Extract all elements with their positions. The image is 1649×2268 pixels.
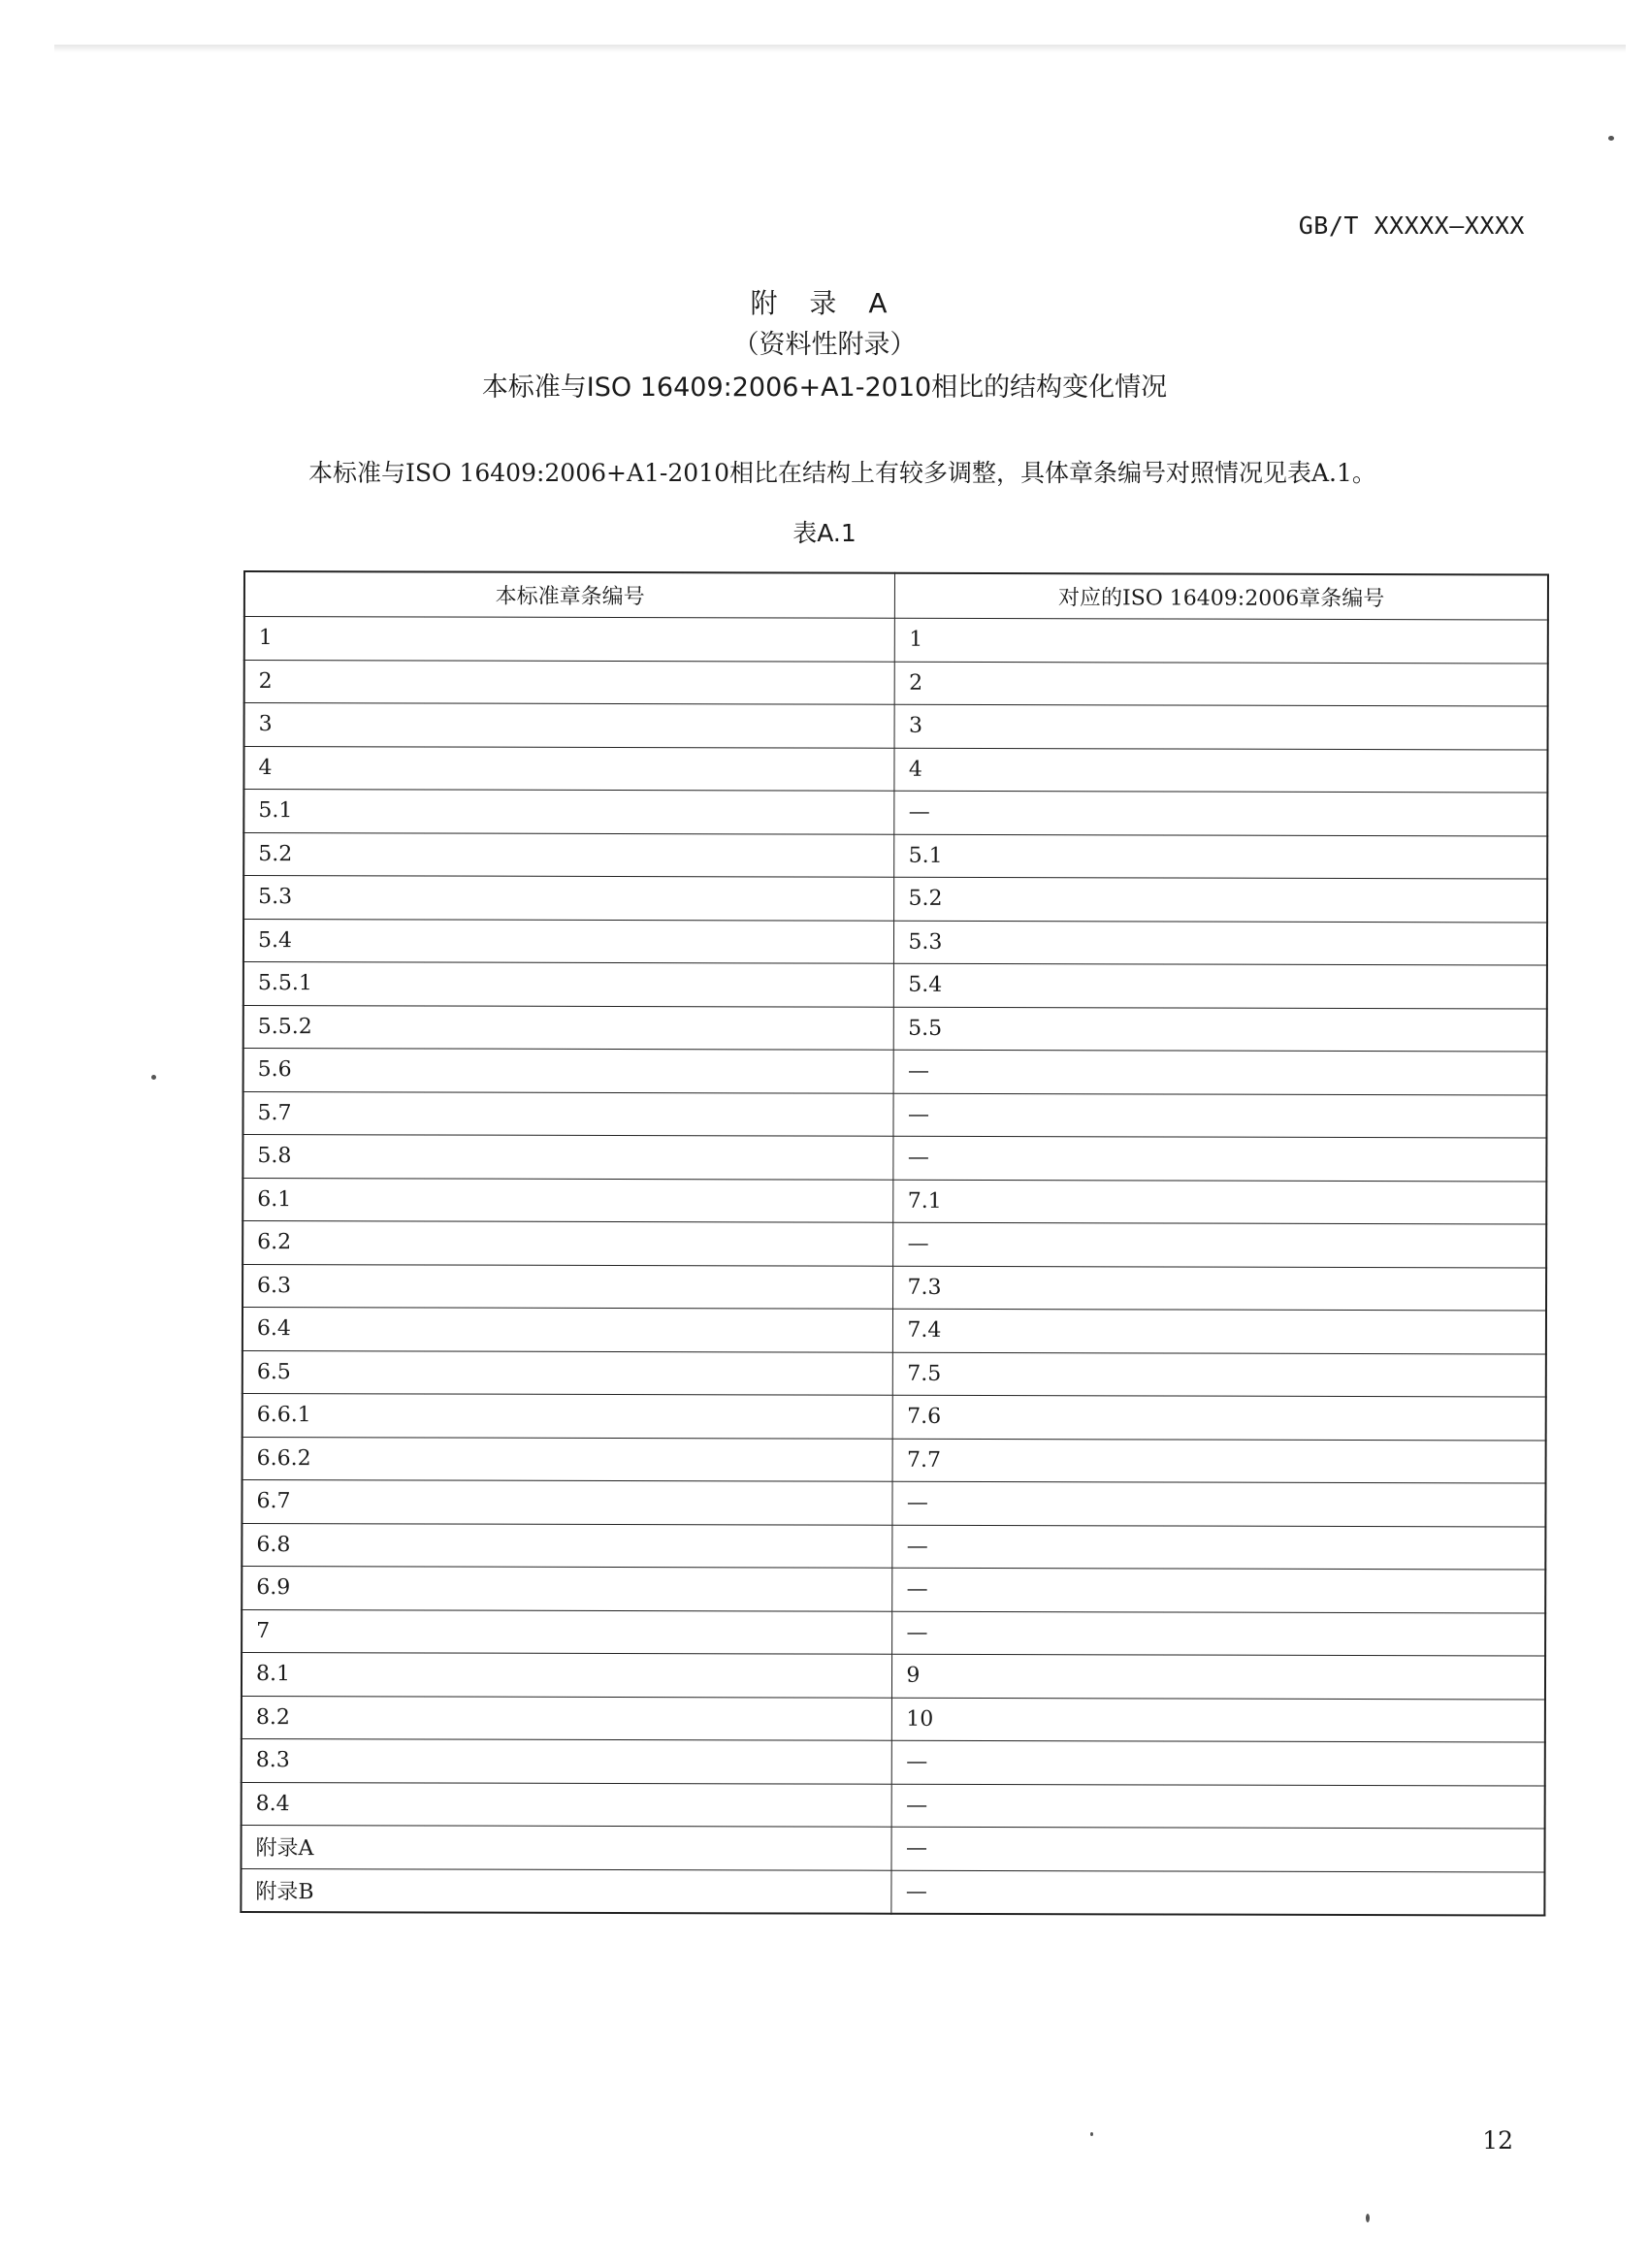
scan-speck	[151, 1075, 156, 1080]
standard-clause-cell: 5.3	[243, 876, 894, 921]
annex-heading: 本标准与ISO 16409:2006+A1-2010相比的结构变化情况	[481, 373, 1168, 403]
table-row	[242, 1135, 1546, 1182]
column-header: 对应的ISO 16409:2006章条编号	[895, 573, 1548, 620]
iso-clause-cell: —	[894, 791, 1547, 835]
standard-clause-cell: 6.2	[242, 1221, 893, 1266]
scan-edge	[54, 45, 1626, 52]
scan-speck	[1090, 2132, 1093, 2136]
table-row	[242, 1652, 1545, 1699]
table-row	[243, 790, 1547, 836]
standard-clause-cell: 1	[244, 617, 895, 662]
table-row	[244, 703, 1548, 750]
table-row	[242, 1523, 1545, 1570]
standard-clause-cell: 4	[243, 746, 894, 791]
iso-clause-cell: 7.6	[893, 1395, 1546, 1440]
iso-clause-cell: —	[891, 1827, 1544, 1871]
iso-clause-cell: 10	[892, 1698, 1545, 1742]
standard-clause-cell: 5.1	[243, 790, 894, 834]
iso-clause-cell: 5.2	[894, 877, 1547, 922]
standard-clause-cell: 5.2	[243, 832, 894, 877]
table-row	[242, 1308, 1546, 1354]
table-row	[243, 1005, 1547, 1052]
iso-clause-cell: —	[894, 1050, 1547, 1094]
iso-clause-cell: 9	[892, 1654, 1545, 1699]
table-row	[242, 1350, 1546, 1397]
standard-clause-cell: 5.6	[243, 1049, 894, 1093]
page-number: 12	[1482, 2126, 1513, 2155]
standard-clause-cell: 6.5	[242, 1350, 893, 1395]
iso-clause-cell: 1	[895, 618, 1548, 663]
iso-clause-cell: —	[893, 1222, 1546, 1267]
table-row	[243, 1049, 1547, 1095]
iso-clause-cell: —	[892, 1568, 1545, 1612]
table-row	[243, 832, 1547, 879]
iso-clause-cell: 5.5	[894, 1007, 1547, 1052]
table-row	[241, 1825, 1544, 1871]
table-row	[242, 1738, 1545, 1785]
standard-clause-cell: 8.2	[242, 1696, 892, 1740]
table-row	[242, 1566, 1545, 1612]
standard-clause-cell: 8.3	[242, 1738, 892, 1783]
standard-clause-cell: 3	[244, 703, 895, 748]
standard-clause-cell: 附录A	[241, 1825, 891, 1869]
standard-clause-cell: 2	[244, 660, 895, 704]
table-row	[242, 1479, 1545, 1526]
table-row	[242, 1782, 1545, 1829]
iso-clause-cell: —	[892, 1740, 1545, 1785]
standard-clause-cell: 5.7	[242, 1091, 893, 1136]
annex-title-block	[0, 283, 1649, 409]
standard-clause-cell: 7	[242, 1609, 892, 1654]
iso-clause-cell: —	[891, 1870, 1544, 1916]
iso-clause-cell: 7.1	[893, 1180, 1546, 1224]
table-caption: 表A.1	[792, 519, 857, 547]
standard-clause-cell: 附录B	[241, 1868, 891, 1914]
iso-clause-cell: 5.1	[894, 834, 1547, 879]
iso-clause-cell: —	[892, 1784, 1545, 1829]
table-row	[242, 1393, 1546, 1440]
iso-clause-cell: —	[893, 1093, 1546, 1138]
table-row	[242, 1609, 1545, 1656]
table-body	[241, 617, 1547, 1916]
standard-clause-cell: 6.8	[242, 1523, 892, 1568]
iso-clause-cell: 5.4	[894, 963, 1547, 1008]
standard-clause-cell: 6.4	[242, 1308, 893, 1352]
iso-clause-cell: 7.4	[893, 1309, 1546, 1353]
iso-clause-cell: 7.7	[892, 1439, 1545, 1483]
iso-clause-cell: —	[892, 1611, 1545, 1656]
table-row	[242, 1696, 1545, 1742]
standard-clause-cell: 8.4	[242, 1782, 892, 1827]
table-row	[242, 1437, 1546, 1483]
standard-clause-cell: 5.4	[243, 919, 894, 963]
table-row	[243, 919, 1547, 965]
standard-clause-cell: 6.9	[242, 1566, 892, 1610]
clause-mapping-table	[240, 570, 1549, 1917]
iso-clause-cell: 5.3	[894, 921, 1547, 965]
iso-clause-cell: 3	[894, 704, 1547, 749]
standard-clause-cell: 8.1	[242, 1652, 892, 1697]
table-row	[241, 1868, 1544, 1916]
table-row	[242, 1178, 1546, 1224]
table-row	[242, 1091, 1546, 1138]
standard-clause-cell: 6.7	[242, 1479, 892, 1524]
standard-clause-cell: 6.3	[242, 1264, 893, 1309]
iso-clause-cell: —	[893, 1136, 1546, 1181]
table-row	[243, 876, 1547, 923]
table-row	[242, 1264, 1546, 1311]
iso-clause-cell: 7.5	[893, 1352, 1546, 1397]
standard-clause-cell: 6.6.2	[242, 1437, 893, 1481]
iso-clause-cell: —	[892, 1525, 1545, 1570]
iso-clause-cell: 2	[895, 662, 1548, 706]
annex-type: （资料性附录）	[732, 330, 917, 360]
standard-clause-cell: 6.1	[242, 1178, 893, 1222]
table-row	[243, 962, 1547, 1009]
table-row	[242, 1221, 1546, 1268]
standard-clause-cell: 5.5.1	[243, 962, 894, 1007]
annex-label: 附 录 A	[750, 287, 899, 319]
standard-clause-cell: 5.8	[242, 1135, 893, 1180]
document-code: GB/T XXXXX—XXXX	[1298, 211, 1525, 240]
table-row	[243, 746, 1547, 793]
standard-clause-cell: 6.6.1	[242, 1393, 893, 1438]
iso-clause-cell: —	[892, 1481, 1545, 1526]
table-header-row	[244, 571, 1548, 620]
standard-clause-cell: 5.5.2	[243, 1005, 894, 1050]
scan-speck	[1608, 136, 1614, 141]
table-row	[244, 660, 1548, 706]
iso-clause-cell: 7.3	[893, 1266, 1546, 1311]
table-row	[244, 617, 1548, 664]
iso-clause-cell: 4	[894, 748, 1547, 793]
intro-paragraph: 本标准与ISO 16409:2006+A1-2010相比在结构上有较多调整，具体章条编号对照情况见表A.1。	[308, 459, 1376, 487]
scan-speck	[1366, 2214, 1370, 2222]
column-header: 本标准章条编号	[244, 571, 895, 618]
